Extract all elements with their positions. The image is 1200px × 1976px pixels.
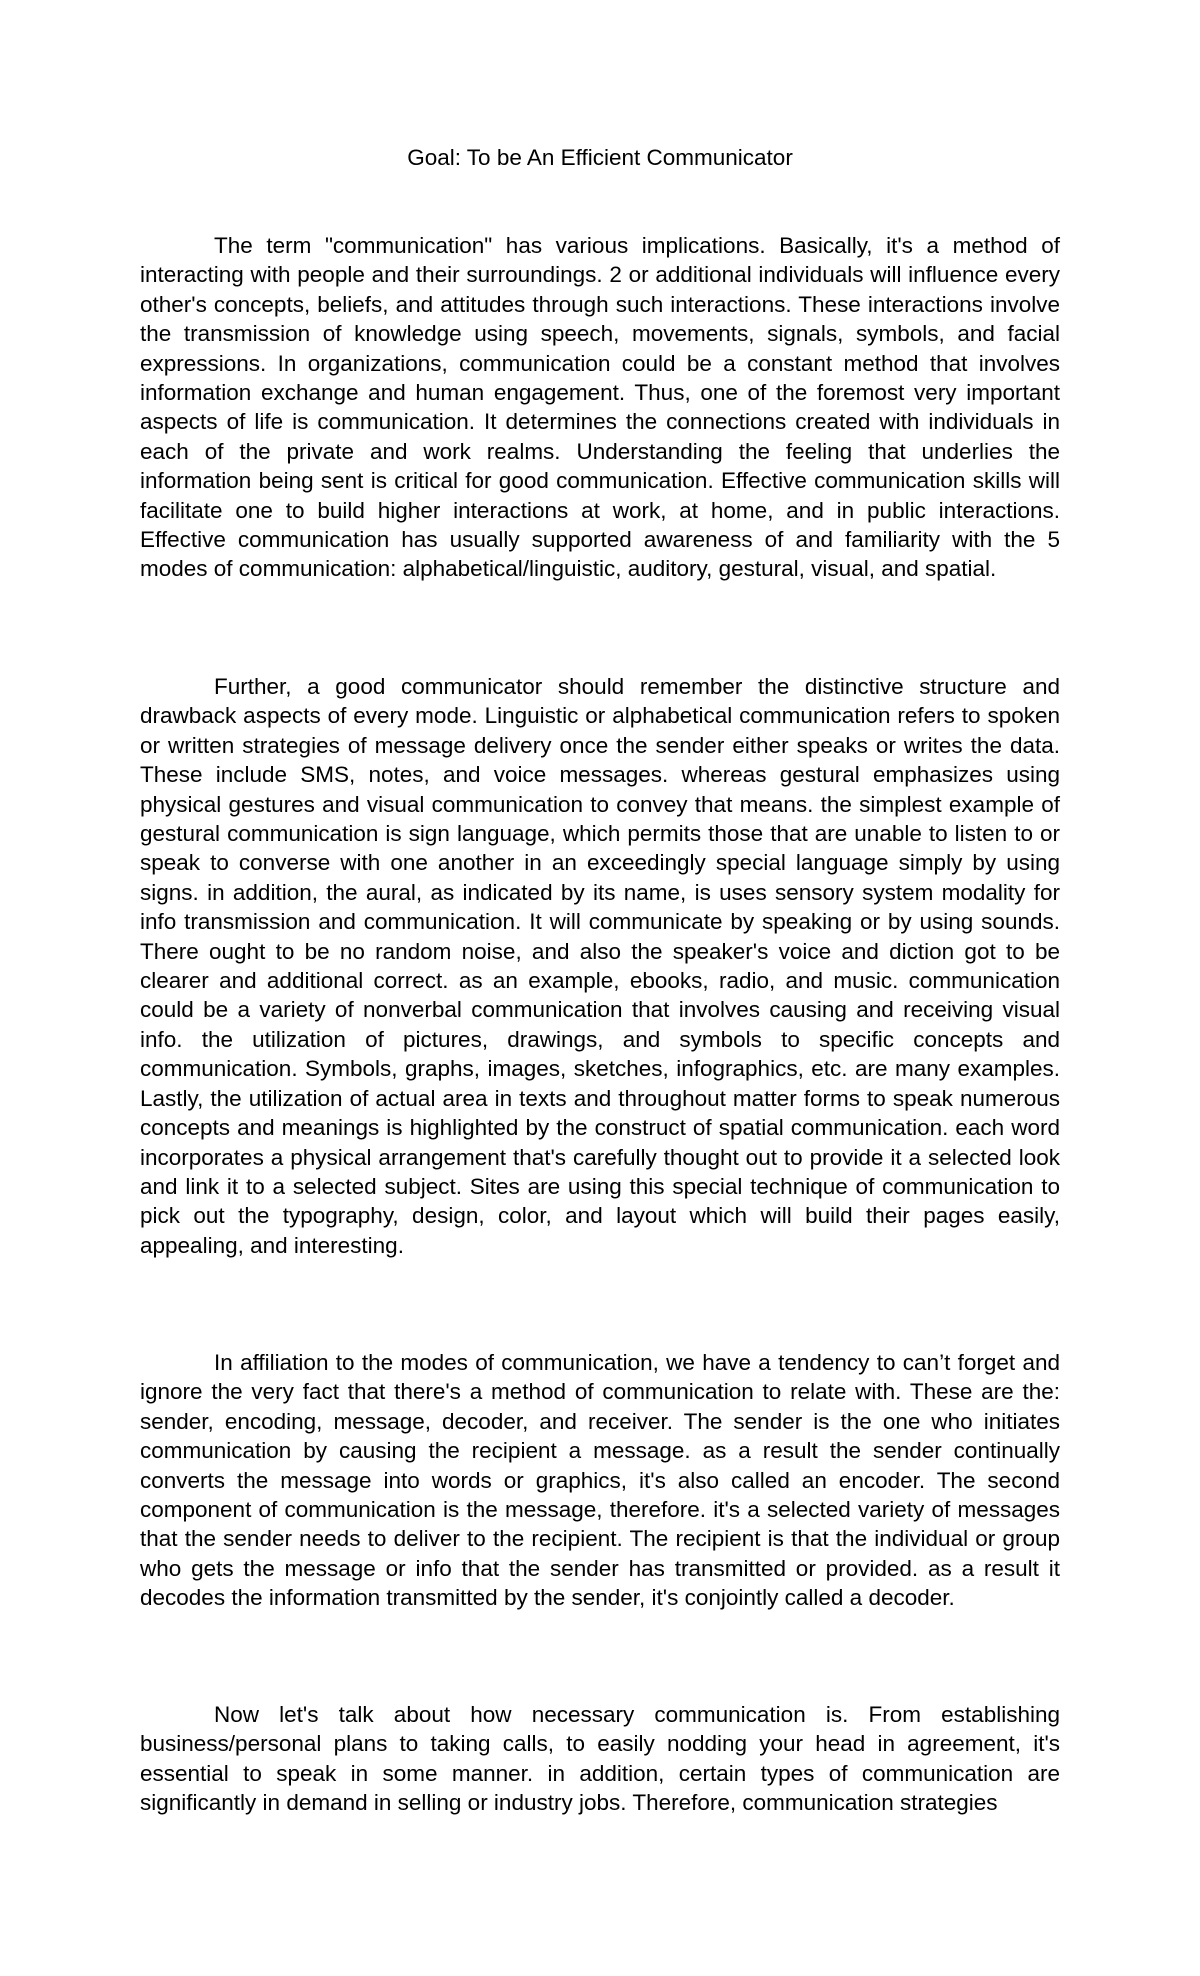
- paragraph-importance: Now let's talk about how necessary communication is. From establishing business/personal plans to taking calls, to easily nodding your head in agreement, it's essential to speak in some manner. in addition, certain types of communication are significantly in demand in selling or industry jobs. Therefore, communication strategies: [140, 1702, 1060, 1816]
- document-title: Goal: To be An Efficient Communicator: [407, 145, 793, 170]
- paragraph-process: In affiliation to the modes of communication, we have a tendency to can’t forget and ignore the very fact that there's a method of communication to relate with. These are the: sender, encoding, message, decoder, and receiver. The sender is the one who initiates communication by causing the recipient a message. as a result the sender continually converts the message into words or graphics, it's also called an encoder. The second component of communication is the message, therefore. it's a selected variety of messages that the sender needs to deliver to the recipient. The recipient is that the individual or group who gets the message or info that the sender has transmitted or provided. as a result it decodes the information transmitted by the sender, it's conjointly called a decoder.: [140, 1350, 1060, 1611]
- paragraph-intro: The term "communication" has various implications. Basically, it's a method of interacting with people and their surroundings. 2 or additional individuals will influence every other's concepts, beliefs, and attitudes through such interactions. These interactions involve the transmission of knowledge using speech, movements, signals, symbols, and facial expressions. In organizations, communication could be a constant method that involves information exchange and human engagement. Thus, one of the foremost very important aspects of life is communication. It determines the connections created with individuals in each of the private and work realms. Understanding the feeling that underlies the information being sent is critical for good communication. Effective communication skills will facilitate one to build higher interactions at work, at home, and in public interactions. Effective communication has usually supported awareness of and familiarity with the 5 modes of communication: alphabetical/linguistic, auditory, gestural, visual, and spatial.: [140, 233, 1060, 582]
- paragraph-modes: Further, a good communicator should remember the distinctive structure and drawback aspects of every mode. Linguistic or alphabetical communication refers to spoken or written strategies of message delivery once the sender either speaks or writes the data. These include SMS, notes, and voice messages. whereas gestural emphasizes using physical gestures and visual communication to convey that means. the simplest example of gestural communication is sign language, which permits those that are unable to listen to or speak to converse with one another in an exceedingly special language simply by using signs. in addition, the aural, as indicated by its name, is uses sensory system modality for info transmission and communication. It will communicate by speaking or by using sounds. There ought to be no random noise, and also the speaker's voice and diction got to be clearer and additional correct. as an example, ebooks, radio, and music. communication could be a variety of nonverbal communication that involves causing and receiving visual info. the utilization of pictures, drawings, and symbols to specific concepts and communication. Symbols, graphs, images, sketches, infographics, etc. are many examples. Lastly, the utilization of actual area in texts and throughout matter forms to speak numerous concepts and meanings is highlighted by the construct of spatial communication. each word incorporates a physical arrangement that's carefully thought out to provide it a selected look and link it to a selected subject. Sites are using this special technique of communication to pick out the typography, design, color, and layout which will build their pages easily, appealing, and interesting.: [140, 674, 1060, 1258]
